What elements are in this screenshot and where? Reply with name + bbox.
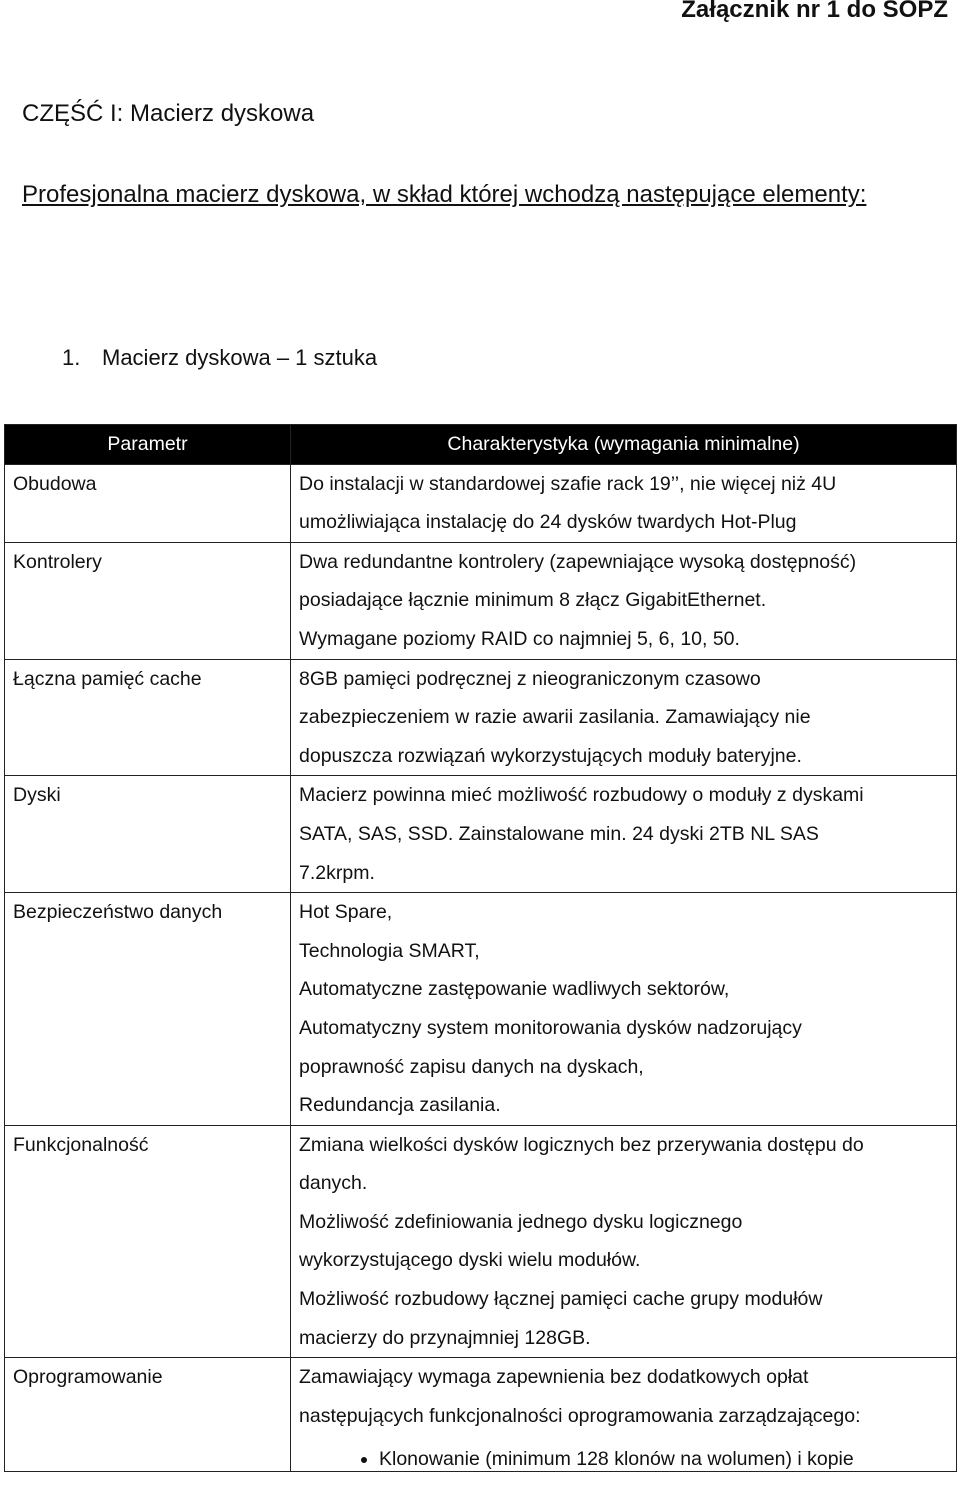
desc-line: dopuszcza rozwiązań wykorzystujących moduły bateryjne. xyxy=(299,744,802,767)
desc-line: SATA, SAS, SSD. Zainstalowane min. 24 dyski 2TB NL SAS xyxy=(299,822,819,845)
desc-cell xyxy=(291,893,957,1126)
param-cell: Łączna pamięć cache xyxy=(5,659,291,776)
param-cell: Dyski xyxy=(5,776,291,893)
annex-title: Załącznik nr 1 do SOPZ xyxy=(681,0,948,23)
desc-line: zabezpieczeniem w razie awarii zasilania. Zamawiający nie xyxy=(299,706,811,729)
desc-line: Hot Spare, xyxy=(299,901,393,924)
table-row xyxy=(5,464,957,542)
bullet-item: • Klonowanie (minimum 128 klonów na wolumen) i kopie xyxy=(379,1447,956,1471)
desc-cell xyxy=(291,776,957,893)
desc-line: Technologia SMART, xyxy=(299,939,480,962)
desc-line: Zamawiający wymaga zapewnienia bez dodatkowych opłat xyxy=(299,1366,809,1389)
bullet-list xyxy=(299,1447,956,1471)
header-charakterystyka: Charakterystyka (wymagania minimalne) xyxy=(291,425,957,465)
param-cell: Oprogramowanie xyxy=(5,1358,291,1472)
desc-line: Do instalacji w standardowej szafie rack 19’’, nie więcej niż 4U xyxy=(299,472,837,495)
table-header-row xyxy=(5,425,957,465)
desc-line: Możliwość zdefiniowania jednego dysku logicznego xyxy=(299,1210,743,1233)
desc-line: posiadające łącznie minimum 8 złącz GigabitEthernet. xyxy=(299,589,767,612)
table-row xyxy=(5,1125,957,1358)
desc-line: Zmiana wielkości dysków logicznych bez przerywania dostępu do xyxy=(299,1133,864,1156)
table-row xyxy=(5,893,957,1126)
item-label: Macierz dyskowa – 1 sztuka xyxy=(102,345,378,370)
table-row xyxy=(5,776,957,893)
table-row xyxy=(5,542,957,659)
desc-line: poprawność zapisu danych na dyskach, xyxy=(299,1055,644,1078)
desc-cell xyxy=(291,1358,957,1472)
spec-table xyxy=(4,424,957,1472)
header-parametr: Parametr xyxy=(5,425,291,465)
desc-line: Macierz powinna mieć możliwość rozbudowy o moduły z dyskami xyxy=(299,784,864,807)
table-row xyxy=(5,1358,957,1472)
table-row xyxy=(5,659,957,776)
desc-cell xyxy=(291,659,957,776)
desc-cell xyxy=(291,1125,957,1358)
desc-line: 7.2krpm. xyxy=(299,861,375,884)
desc-line: 8GB pamięci podręcznej z nieograniczonym czasowo xyxy=(299,667,761,690)
param-cell: Funkcjonalność xyxy=(5,1125,291,1358)
desc-line: Możliwość rozbudowy łącznej pamięci cache grupy modułów xyxy=(299,1288,823,1311)
desc-line: danych. xyxy=(299,1172,368,1195)
desc-cell xyxy=(291,464,957,542)
param-cell: Bezpieczeństwo danych xyxy=(5,893,291,1126)
item-number: 1. xyxy=(62,345,81,370)
desc-line: następujących funkcjonalności oprogramowania zarządzającego: xyxy=(299,1404,861,1427)
desc-line: Automatyczne zastępowanie wadliwych sektorów, xyxy=(299,978,730,1001)
desc-line: Automatyczny system monitorowania dysków nadzorujący xyxy=(299,1016,802,1039)
desc-line: umożliwiająca instalację do 24 dysków twardych Hot-Plug xyxy=(299,511,797,534)
desc-line: Dwa redundantne kontrolery (zapewniające wysoką dostępność) xyxy=(299,550,857,573)
intro-heading: Profesjonalna macierz dyskowa, w skład której wchodzą następujące elementy: xyxy=(22,181,867,208)
part-title: CZĘŚĆ I: Macierz dyskowa xyxy=(22,100,315,127)
desc-line: wykorzystującego dyski wielu modułów. xyxy=(299,1249,641,1272)
param-cell: Kontrolery xyxy=(5,542,291,659)
desc-cell xyxy=(291,542,957,659)
desc-line: Redundancja zasilania. xyxy=(299,1094,501,1117)
desc-line: macierzy do przynajmniej 128GB. xyxy=(299,1326,591,1349)
desc-line: Wymagane poziomy RAID co najmniej 5, 6, 10, 50. xyxy=(299,627,740,650)
item-heading xyxy=(62,345,377,371)
param-cell: Obudowa xyxy=(5,464,291,542)
